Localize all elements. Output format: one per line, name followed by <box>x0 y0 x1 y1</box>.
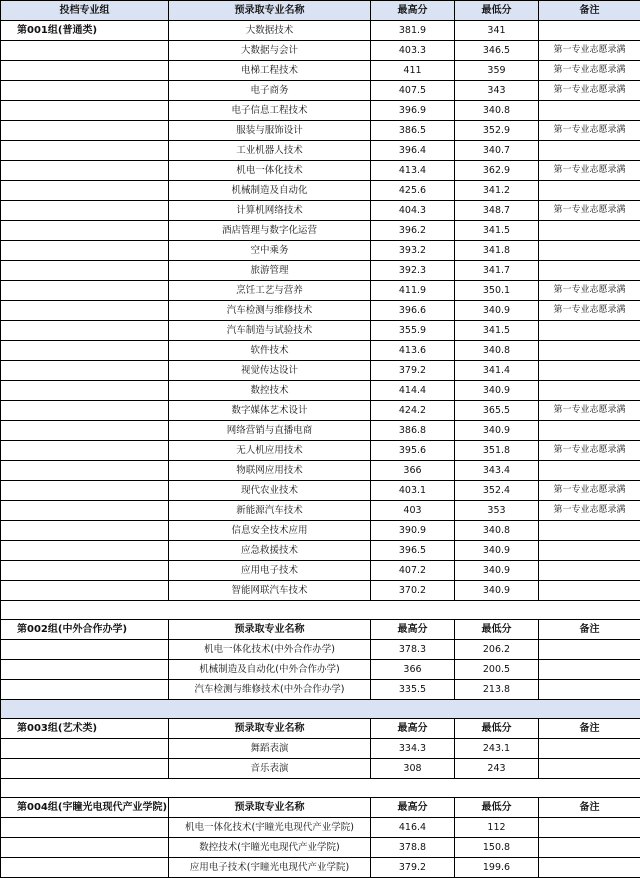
max-score: 355.9 <box>371 321 455 341</box>
max-score: 396.6 <box>371 301 455 321</box>
column-header-max: 最高分 <box>371 798 455 818</box>
table-row <box>1 121 640 141</box>
major-name: 无人机应用技术 <box>169 441 371 461</box>
max-score: 407.5 <box>371 81 455 101</box>
major-name: 空中乘务 <box>169 241 371 261</box>
major-name: 电子商务 <box>169 81 371 101</box>
min-score: 352.9 <box>455 121 539 141</box>
table-row <box>1 281 640 301</box>
group-cell-empty <box>1 838 169 858</box>
spacer-row <box>1 779 640 798</box>
major-name: 机械制造及自动化 <box>169 181 371 201</box>
note-cell <box>539 341 640 361</box>
table-row <box>1 858 640 878</box>
table-row <box>1 181 640 201</box>
note-cell: 第一专业志愿录满 <box>539 41 640 61</box>
max-score: 370.2 <box>371 581 455 601</box>
table-row <box>1 321 640 341</box>
group-cell-empty <box>1 241 169 261</box>
group-cell-empty <box>1 261 169 281</box>
major-name: 汽车检测与维修技术 <box>169 301 371 321</box>
min-score: 341.5 <box>455 321 539 341</box>
table-row <box>1 201 640 221</box>
column-header-major: 预录取专业名称 <box>169 1 371 21</box>
min-score: 351.8 <box>455 441 539 461</box>
group-name: 第001组(普通类) <box>1 21 169 41</box>
major-name: 信息安全技术应用 <box>169 521 371 541</box>
max-score: 378.3 <box>371 640 455 660</box>
major-name: 电子信息工程技术 <box>169 101 371 121</box>
group-cell-empty <box>1 381 169 401</box>
max-score: 308 <box>371 759 455 779</box>
note-cell: 第一专业志愿录满 <box>539 61 640 81</box>
note-cell <box>539 241 640 261</box>
note-cell <box>539 640 640 660</box>
column-header-note: 备注 <box>539 1 640 21</box>
note-cell <box>539 381 640 401</box>
column-header-min: 最低分 <box>455 620 539 640</box>
group-cell-empty <box>1 541 169 561</box>
min-score: 353 <box>455 501 539 521</box>
table-row <box>1 481 640 501</box>
group-cell-empty <box>1 680 169 700</box>
major-name: 视觉传达设计 <box>169 361 371 381</box>
column-header-group: 投档专业组 <box>1 1 169 21</box>
note-cell <box>539 221 640 241</box>
max-score: 396.4 <box>371 141 455 161</box>
spacer-row <box>1 601 640 620</box>
max-score: 404.3 <box>371 201 455 221</box>
max-score: 366 <box>371 461 455 481</box>
max-score: 413.6 <box>371 341 455 361</box>
column-header-major: 预录取专业名称 <box>169 798 371 818</box>
major-name: 服装与服饰设计 <box>169 121 371 141</box>
note-cell <box>539 660 640 680</box>
note-cell <box>539 361 640 381</box>
column-header-note: 备注 <box>539 620 640 640</box>
max-score: 396.5 <box>371 541 455 561</box>
group-cell-empty <box>1 281 169 301</box>
min-score: 340.9 <box>455 581 539 601</box>
column-header-min: 最低分 <box>455 1 539 21</box>
major-name: 新能源汽车技术 <box>169 501 371 521</box>
group-cell-empty <box>1 759 169 779</box>
max-score: 395.6 <box>371 441 455 461</box>
major-name: 智能网联汽车技术 <box>169 581 371 601</box>
table-row <box>1 521 640 541</box>
group-cell-empty <box>1 640 169 660</box>
max-score: 425.6 <box>371 181 455 201</box>
note-cell: 第一专业志愿录满 <box>539 161 640 181</box>
note-cell: 第一专业志愿录满 <box>539 121 640 141</box>
table-row <box>1 261 640 281</box>
max-score: 386.8 <box>371 421 455 441</box>
major-name: 网络营销与直播电商 <box>169 421 371 441</box>
group-cell-empty <box>1 441 169 461</box>
group-header-row <box>1 719 640 739</box>
group-cell-empty <box>1 361 169 381</box>
table-row <box>1 660 640 680</box>
min-score: 340.9 <box>455 561 539 581</box>
table-row <box>1 421 640 441</box>
min-score: 348.7 <box>455 201 539 221</box>
note-cell: 第一专业志愿录满 <box>539 81 640 101</box>
group-cell-empty <box>1 521 169 541</box>
max-score: 334.3 <box>371 739 455 759</box>
min-score: 343 <box>455 81 539 101</box>
max-score: 378.8 <box>371 838 455 858</box>
max-score: 424.2 <box>371 401 455 421</box>
table-row <box>1 561 640 581</box>
table-row <box>1 161 640 181</box>
min-score: 341.5 <box>455 221 539 241</box>
min-score: 343.4 <box>455 461 539 481</box>
group-cell-empty <box>1 401 169 421</box>
group-cell-empty <box>1 161 169 181</box>
min-score: 359 <box>455 61 539 81</box>
min-score: 340.9 <box>455 421 539 441</box>
column-header-max: 最高分 <box>371 620 455 640</box>
major-name: 工业机器人技术 <box>169 141 371 161</box>
major-name: 大数据与会计 <box>169 41 371 61</box>
note-cell <box>539 181 640 201</box>
max-score: 390.9 <box>371 521 455 541</box>
group-name: 第004组(宇瞳光电现代产业学院) <box>1 798 169 818</box>
group-header-row <box>1 620 640 640</box>
table-row <box>1 361 640 381</box>
column-header-note: 备注 <box>539 798 640 818</box>
note-cell <box>539 101 640 121</box>
major-name: 大数据技术 <box>169 21 371 41</box>
table-row <box>1 381 640 401</box>
note-cell <box>539 561 640 581</box>
table-row <box>1 101 640 121</box>
min-score: 340.9 <box>455 541 539 561</box>
note-cell: 第一专业志愿录满 <box>539 281 640 301</box>
table-row <box>1 141 640 161</box>
table-row <box>1 640 640 660</box>
group-cell-empty <box>1 660 169 680</box>
group-cell-empty <box>1 61 169 81</box>
min-score: 112 <box>455 818 539 838</box>
max-score: 335.5 <box>371 680 455 700</box>
note-cell <box>539 521 640 541</box>
note-cell: 第一专业志愿录满 <box>539 301 640 321</box>
group-cell-empty <box>1 481 169 501</box>
max-score: 411.9 <box>371 281 455 301</box>
major-name: 应用电子技术 <box>169 561 371 581</box>
major-name: 汽车制造与试验技术 <box>169 321 371 341</box>
major-name: 汽车检测与维修技术(中外合作办学) <box>169 680 371 700</box>
table-row <box>1 541 640 561</box>
spacer-cell <box>1 601 640 620</box>
min-score: 200.5 <box>455 660 539 680</box>
major-name: 旅游管理 <box>169 261 371 281</box>
min-score: 213.8 <box>455 680 539 700</box>
group-cell-empty <box>1 101 169 121</box>
max-score: 403.1 <box>371 481 455 501</box>
note-cell <box>539 541 640 561</box>
note-cell <box>539 421 640 441</box>
max-score: 366 <box>371 660 455 680</box>
major-name: 舞蹈表演 <box>169 739 371 759</box>
group-cell-empty <box>1 141 169 161</box>
max-score: 413.4 <box>371 161 455 181</box>
min-score: 206.2 <box>455 640 539 660</box>
note-cell: 第一专业志愿录满 <box>539 441 640 461</box>
table-row <box>1 818 640 838</box>
table-row <box>1 759 640 779</box>
column-header-min: 最低分 <box>455 719 539 739</box>
note-cell <box>539 261 640 281</box>
table-row <box>1 680 640 700</box>
max-score: 393.2 <box>371 241 455 261</box>
note-cell <box>539 838 640 858</box>
group-cell-empty <box>1 181 169 201</box>
score-table-body <box>1 1 640 878</box>
group-cell-empty <box>1 818 169 838</box>
min-score: 341.7 <box>455 261 539 281</box>
table-row <box>1 81 640 101</box>
max-score: 379.2 <box>371 361 455 381</box>
max-score: 386.5 <box>371 121 455 141</box>
min-score: 150.8 <box>455 838 539 858</box>
table-row <box>1 441 640 461</box>
spacer-cell <box>1 700 640 719</box>
group-cell-empty <box>1 421 169 441</box>
column-header-major: 预录取专业名称 <box>169 719 371 739</box>
spacer-row <box>1 700 640 719</box>
min-score: 340.8 <box>455 101 539 121</box>
group-cell-empty <box>1 221 169 241</box>
table-row <box>1 21 640 41</box>
table-row <box>1 241 640 261</box>
group-header-row <box>1 1 640 21</box>
note-cell <box>539 759 640 779</box>
note-cell <box>539 680 640 700</box>
table-row <box>1 341 640 361</box>
note-cell <box>539 461 640 481</box>
major-name: 软件技术 <box>169 341 371 361</box>
table-row <box>1 221 640 241</box>
note-cell: 第一专业志愿录满 <box>539 501 640 521</box>
major-name: 应用电子技术(宇瞳光电现代产业学院) <box>169 858 371 878</box>
note-cell <box>539 21 640 41</box>
min-score: 341.4 <box>455 361 539 381</box>
max-score: 381.9 <box>371 21 455 41</box>
min-score: 199.6 <box>455 858 539 878</box>
group-cell-empty <box>1 858 169 878</box>
table-row <box>1 739 640 759</box>
group-cell-empty <box>1 501 169 521</box>
min-score: 341 <box>455 21 539 41</box>
min-score: 243.1 <box>455 739 539 759</box>
major-name: 酒店管理与数字化运营 <box>169 221 371 241</box>
group-cell-empty <box>1 301 169 321</box>
min-score: 340.9 <box>455 381 539 401</box>
group-name: 第002组(中外合作办学) <box>1 620 169 640</box>
max-score: 407.2 <box>371 561 455 581</box>
min-score: 362.9 <box>455 161 539 181</box>
min-score: 352.4 <box>455 481 539 501</box>
table-row <box>1 301 640 321</box>
max-score: 392.3 <box>371 261 455 281</box>
min-score: 340.9 <box>455 301 539 321</box>
column-header-min: 最低分 <box>455 798 539 818</box>
note-cell <box>539 818 640 838</box>
min-score: 340.7 <box>455 141 539 161</box>
note-cell <box>539 141 640 161</box>
group-cell-empty <box>1 121 169 141</box>
group-cell-empty <box>1 341 169 361</box>
min-score: 341.8 <box>455 241 539 261</box>
group-header-row <box>1 798 640 818</box>
major-name: 数控技术(宇瞳光电现代产业学院) <box>169 838 371 858</box>
column-header-major: 预录取专业名称 <box>169 620 371 640</box>
group-cell-empty <box>1 739 169 759</box>
group-cell-empty <box>1 321 169 341</box>
table-row <box>1 838 640 858</box>
max-score: 403 <box>371 501 455 521</box>
table-row <box>1 501 640 521</box>
group-cell-empty <box>1 581 169 601</box>
max-score: 396.2 <box>371 221 455 241</box>
spacer-cell <box>1 779 640 798</box>
max-score: 403.3 <box>371 41 455 61</box>
column-header-note: 备注 <box>539 719 640 739</box>
major-name: 计算机网络技术 <box>169 201 371 221</box>
min-score: 365.5 <box>455 401 539 421</box>
major-name: 烹饪工艺与营养 <box>169 281 371 301</box>
group-cell-empty <box>1 461 169 481</box>
major-name: 现代农业技术 <box>169 481 371 501</box>
major-name: 机电一体化技术(宇瞳光电现代产业学院) <box>169 818 371 838</box>
major-name: 机械制造及自动化(中外合作办学) <box>169 660 371 680</box>
column-header-max: 最高分 <box>371 1 455 21</box>
column-header-max: 最高分 <box>371 719 455 739</box>
max-score: 416.4 <box>371 818 455 838</box>
max-score: 396.9 <box>371 101 455 121</box>
major-name: 数控技术 <box>169 381 371 401</box>
min-score: 340.8 <box>455 341 539 361</box>
major-name: 应急救援技术 <box>169 541 371 561</box>
min-score: 340.8 <box>455 521 539 541</box>
max-score: 411 <box>371 61 455 81</box>
major-name: 机电一体化技术 <box>169 161 371 181</box>
major-name: 音乐表演 <box>169 759 371 779</box>
note-cell <box>539 321 640 341</box>
group-name: 第003组(艺术类) <box>1 719 169 739</box>
group-cell-empty <box>1 201 169 221</box>
table-row <box>1 581 640 601</box>
major-name: 数字媒体艺术设计 <box>169 401 371 421</box>
table-row <box>1 461 640 481</box>
major-name: 电梯工程技术 <box>169 61 371 81</box>
major-name: 物联网应用技术 <box>169 461 371 481</box>
min-score: 346.5 <box>455 41 539 61</box>
max-score: 379.2 <box>371 858 455 878</box>
note-cell: 第一专业志愿录满 <box>539 481 640 501</box>
note-cell <box>539 858 640 878</box>
min-score: 243 <box>455 759 539 779</box>
major-name: 机电一体化技术(中外合作办学) <box>169 640 371 660</box>
note-cell: 第一专业志愿录满 <box>539 401 640 421</box>
note-cell <box>539 581 640 601</box>
table-row <box>1 61 640 81</box>
note-cell <box>539 739 640 759</box>
table-row <box>1 401 640 421</box>
min-score: 341.2 <box>455 181 539 201</box>
group-cell-empty <box>1 561 169 581</box>
group-cell-empty <box>1 41 169 61</box>
group-cell-empty <box>1 81 169 101</box>
note-cell: 第一专业志愿录满 <box>539 201 640 221</box>
min-score: 350.1 <box>455 281 539 301</box>
max-score: 414.4 <box>371 381 455 401</box>
table-row <box>1 41 640 61</box>
